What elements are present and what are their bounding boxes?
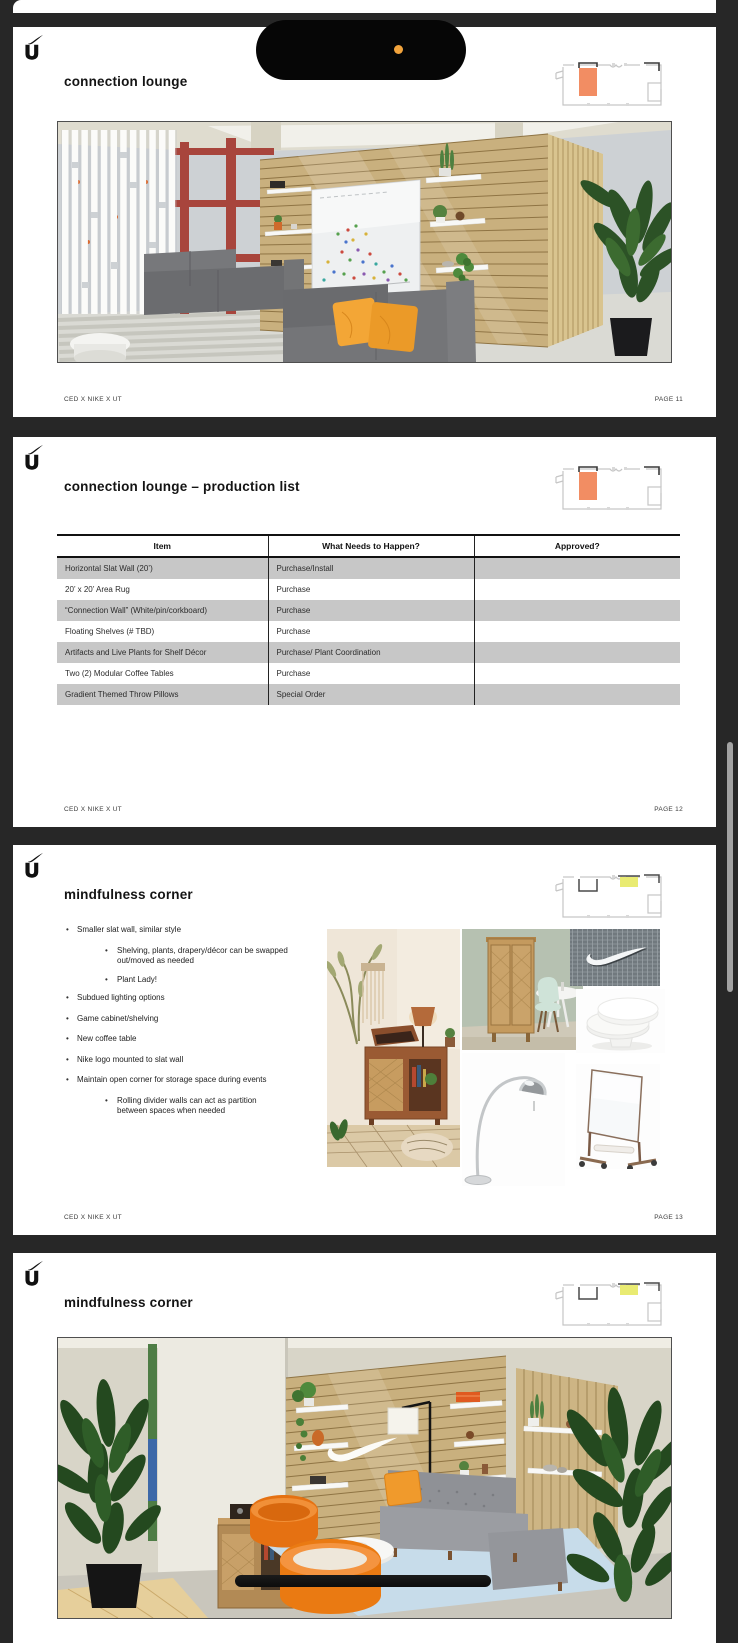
moodboard-image-cane-cabinet <box>462 929 583 1050</box>
table-row <box>57 600 680 621</box>
list-item: • Subdued lighting options <box>64 993 282 1004</box>
col-header-approved: Approved? <box>474 535 680 557</box>
table-header-row <box>57 535 680 557</box>
floorplan-thumbnail-orange <box>550 55 670 113</box>
previous-page-edge <box>13 0 716 13</box>
floorplan-thumbnail-yellow <box>550 1275 670 1333</box>
table-row <box>57 663 680 684</box>
floorplan-thumbnail-yellow <box>550 867 670 925</box>
floorplan-thumbnail-orange <box>550 459 670 517</box>
home-indicator-bar[interactable] <box>235 1575 491 1587</box>
cell-item: “Connection Wall” (White/pin/corkboard) <box>57 600 268 621</box>
camera-indicator-dot <box>394 45 403 54</box>
moodboard-image-boho-record-console <box>327 929 460 1167</box>
slide-page-12 <box>13 437 716 827</box>
moodboard-image-nike-swoosh-sign <box>570 929 660 986</box>
page-title: mindfulness corner <box>64 887 193 902</box>
cell-approved <box>474 663 680 684</box>
cell-action: Purchase <box>268 621 474 642</box>
list-item: • Maintain open corner for storage space during events <box>64 1075 282 1086</box>
table-row <box>57 579 680 600</box>
footer-brand: CED X NIKE X UT <box>64 396 122 403</box>
slide-page-13 <box>13 845 716 1235</box>
page-title: mindfulness corner <box>64 1295 193 1310</box>
table-row <box>57 684 680 705</box>
list-item: • Shelving, plants, drapery/décor can be swapped out/moved as needed <box>102 946 289 967</box>
cell-item: Floating Shelves (# TBD) <box>57 621 268 642</box>
list-item: • Nike logo mounted to slat wall <box>64 1055 282 1066</box>
page-number: PAGE 12 <box>654 806 683 813</box>
logo-letter: U <box>25 453 39 473</box>
ut-nike-logo <box>20 851 50 881</box>
cell-action: Purchase <box>268 663 474 684</box>
cell-approved <box>474 684 680 705</box>
cell-action: Special Order <box>268 684 474 705</box>
cell-action: Purchase/Install <box>268 557 474 579</box>
logo-letter: U <box>25 861 39 881</box>
cell-approved <box>474 557 680 579</box>
moodboard-image-rolling-whiteboard-divider <box>576 1064 660 1169</box>
ut-nike-logo <box>20 443 50 473</box>
list-item: • New coffee table <box>64 1034 282 1045</box>
cell-approved <box>474 621 680 642</box>
table-row <box>57 642 680 663</box>
slide-page-11 <box>13 27 716 417</box>
cell-item: Artifacts and Live Plants for Shelf Décor <box>57 642 268 663</box>
logo-letter: U <box>25 1269 39 1289</box>
table-row <box>57 621 680 642</box>
table-row <box>57 557 680 579</box>
footer-brand: CED X NIKE X UT <box>64 806 122 813</box>
logo-letter: U <box>25 43 39 63</box>
cell-approved <box>474 600 680 621</box>
list-item: • Game cabinet/shelving <box>64 1014 282 1025</box>
camera-housing-pill <box>256 20 466 80</box>
ut-nike-logo <box>20 1259 50 1289</box>
cell-item: Two (2) Modular Coffee Tables <box>57 663 268 684</box>
cell-item: 20’ x 20’ Area Rug <box>57 579 268 600</box>
cell-approved <box>474 579 680 600</box>
page-title: connection lounge – production list <box>64 479 300 494</box>
cell-item: Horizontal Slat Wall (20’) <box>57 557 268 579</box>
col-header-action: What Needs to Happen? <box>268 535 474 557</box>
col-header-item: Item <box>57 535 268 557</box>
cell-action: Purchase <box>268 579 474 600</box>
connection-lounge-render <box>57 121 672 363</box>
ut-nike-logo <box>20 33 50 63</box>
scrollbar-thumb[interactable] <box>727 742 733 992</box>
bullet-list <box>64 925 288 1125</box>
slide-footer <box>64 1214 683 1221</box>
cell-action: Purchase <box>268 600 474 621</box>
cell-action: Purchase/ Plant Coordination <box>268 642 474 663</box>
list-item: • Rolling divider walls can act as partition between spaces when needed <box>102 1096 289 1117</box>
list-item: • Plant Lady! <box>102 975 289 986</box>
moodboard-image-arc-floor-lamp <box>462 1053 565 1186</box>
moodboard-image-stacked-oval-table <box>576 989 665 1053</box>
cell-approved <box>474 642 680 663</box>
page-title: connection lounge <box>64 74 188 89</box>
footer-brand: CED X NIKE X UT <box>64 1214 122 1221</box>
list-item: • Smaller slat wall, similar style <box>64 925 282 936</box>
production-list-table <box>57 534 680 705</box>
slide-footer <box>64 396 683 403</box>
page-number: PAGE 11 <box>654 396 683 403</box>
cell-item: Gradient Themed Throw Pillows <box>57 684 268 705</box>
slide-footer <box>64 806 683 813</box>
page-number: PAGE 13 <box>654 1214 683 1221</box>
